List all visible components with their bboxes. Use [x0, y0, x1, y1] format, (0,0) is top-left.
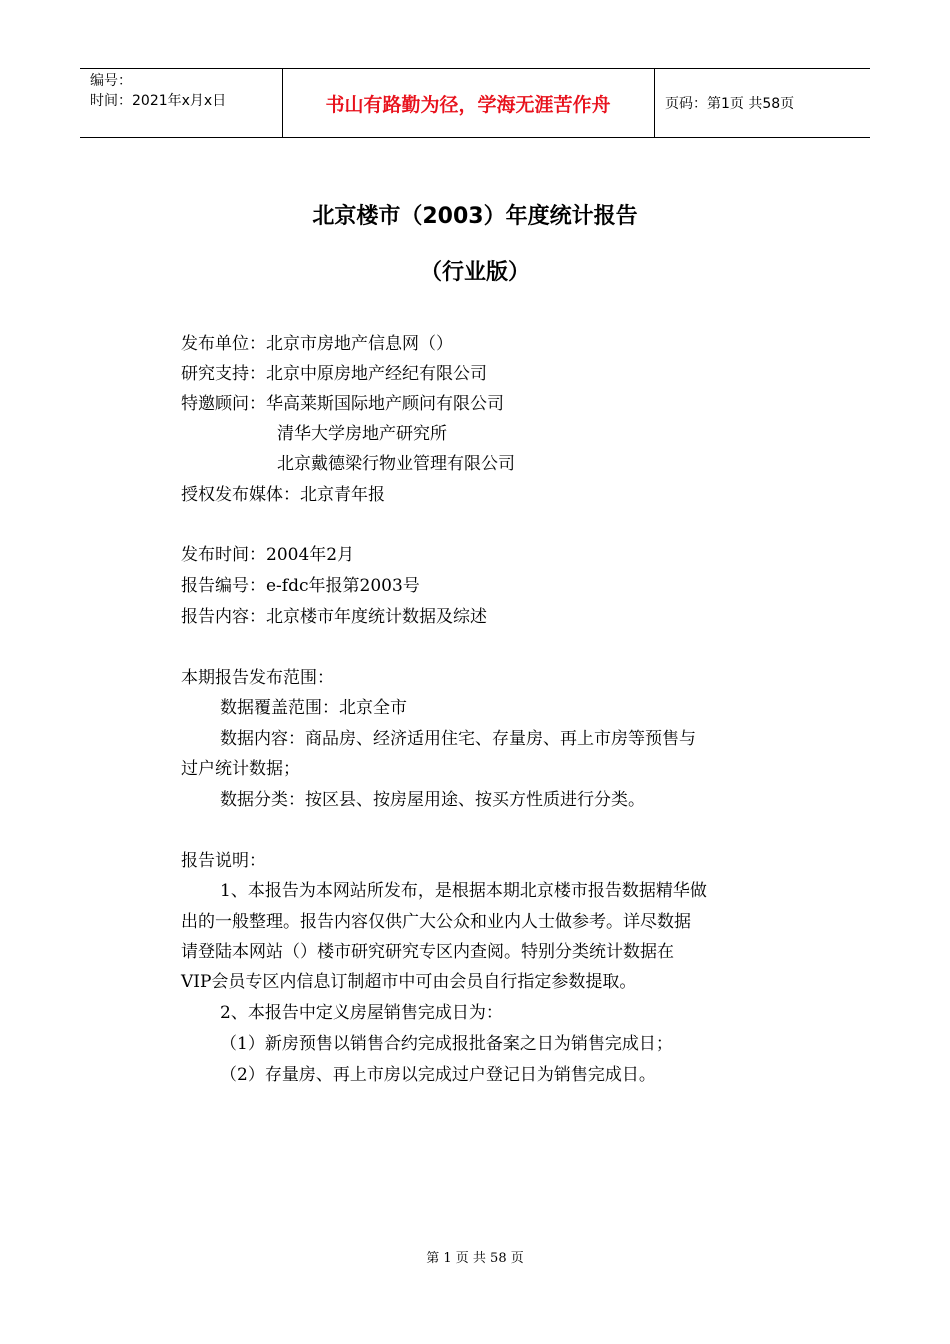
consultant-line: 清华大学房地产研究所 [277, 424, 447, 444]
publisher-line: 发布单位：北京市房地产信息网（） [181, 334, 453, 354]
research-support-line: 研究支持：北京中原房地产经纪有限公司 [181, 364, 487, 384]
notes-paragraph-1: 出的一般整理。报告内容仅供广大公众和业内人士做参考。详尽数据 [181, 912, 691, 932]
document-subtitle: （行业版） [419, 260, 530, 285]
header-meta-cell [80, 69, 283, 137]
notes-item-2: （2）存量房、再上市房以完成过户登记日为销售完成日。 [220, 1065, 656, 1085]
page-header [80, 68, 870, 138]
document-number-label: 编号： [90, 73, 132, 89]
scope-heading: 本期报告发布范围： [181, 668, 334, 688]
header-page-info: 页码：第1页 共58页 [665, 96, 795, 112]
notes-item-1: （1）新房预售以销售合约完成报批备案之日为销售完成日； [220, 1034, 673, 1054]
consultant-line: 特邀顾问：华高莱斯国际地产顾问有限公司 [181, 394, 504, 414]
header-motto: 书山有路勤为径，学海无涯苦作舟 [325, 93, 611, 116]
release-time-line: 发布时间：2004年2月 [181, 545, 355, 565]
scope-content: 数据内容：商品房、经济适用住宅、存量房、再上市房等预售与 [220, 729, 696, 749]
scope-content: 过户统计数据； [181, 759, 300, 779]
notes-heading: 报告说明： [181, 851, 266, 871]
consultant-line: 北京戴德梁行物业管理有限公司 [277, 454, 515, 474]
document-title: 北京楼市（2003）年度统计报告 [312, 204, 638, 229]
media-line: 授权发布媒体：北京青年报 [181, 485, 385, 505]
report-content-line: 报告内容：北京楼市年度统计数据及综述 [181, 607, 487, 627]
report-number-line: 报告编号：e-fdc年报第2003号 [181, 576, 420, 596]
scope-coverage: 数据覆盖范围：北京全市 [220, 698, 407, 718]
notes-paragraph-1: VIP会员专区内信息订制超市中可由会员自行指定参数提取。 [181, 972, 637, 992]
document-time-label: 时间：2021年x月x日 [90, 93, 227, 109]
scope-category: 数据分类：按区县、按房屋用途、按买方性质进行分类。 [220, 790, 645, 810]
page-footer: 第 1 页 共 58 页 [426, 1251, 524, 1266]
notes-paragraph-1: 1、本报告为本网站所发布，是根据本期北京楼市报告数据精华做 [220, 881, 707, 901]
header-motto-cell [282, 69, 655, 137]
notes-paragraph-1: 请登陆本网站（）楼市研究研究专区内查阅。特别分类统计数据在 [181, 942, 674, 962]
notes-paragraph-2: 2、本报告中定义房屋销售完成日为： [220, 1003, 503, 1023]
